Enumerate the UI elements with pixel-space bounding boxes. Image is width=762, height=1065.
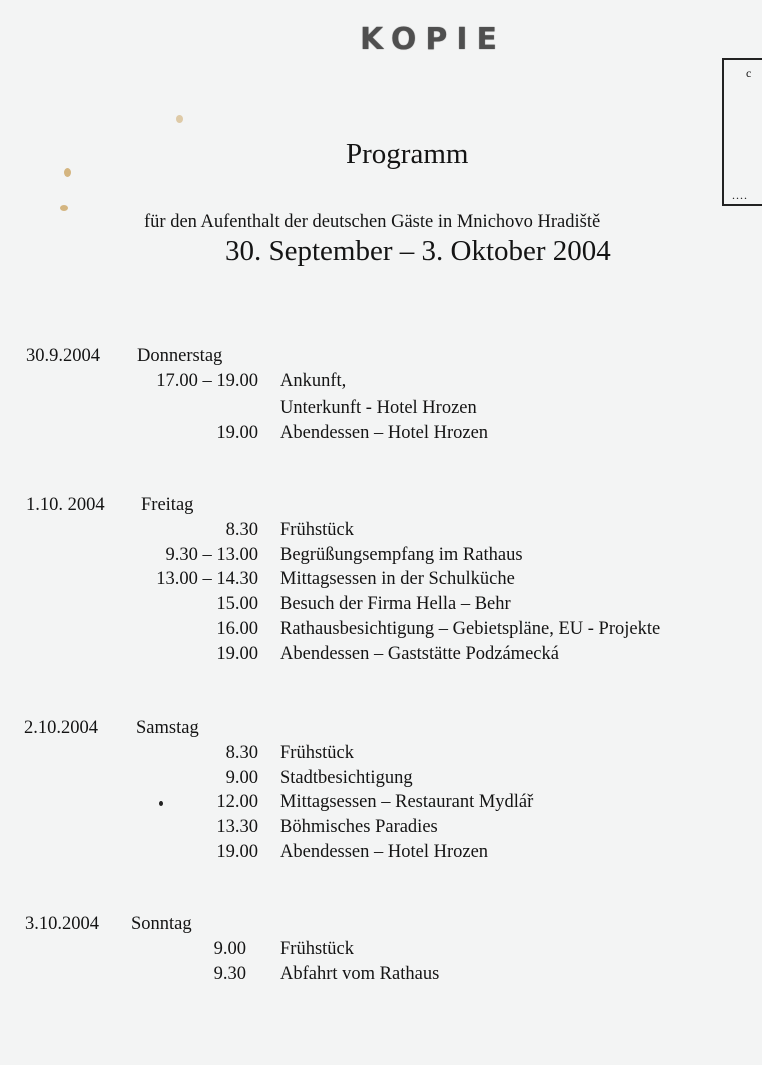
schedule-activity: Stadtbesichtigung bbox=[280, 768, 413, 788]
edge-box-dots: .... bbox=[732, 188, 748, 202]
schedule-row bbox=[0, 939, 750, 964]
schedule-time: 9.30 bbox=[213, 964, 246, 984]
schedule-row bbox=[0, 569, 750, 594]
schedule-activity: Frühstück bbox=[280, 743, 354, 763]
schedule-time: 9.30 – 13.00 bbox=[165, 545, 258, 565]
schedule-activity: Unterkunft - Hotel Hrozen bbox=[280, 398, 477, 418]
schedule-time: 8.30 bbox=[225, 520, 258, 540]
schedule-activity: Abendessen – Gaststätte Podzámecká bbox=[280, 644, 559, 664]
schedule-row bbox=[0, 545, 750, 570]
schedule-activity: Besuch der Firma Hella – Behr bbox=[280, 594, 511, 614]
schedule-time: 15.00 bbox=[216, 594, 258, 614]
schedule-activity: Mittagsessen – Restaurant Mydlář bbox=[280, 792, 534, 812]
schedule-time: 9.00 bbox=[225, 768, 258, 788]
schedule-time: 13.30 bbox=[216, 817, 258, 837]
schedule-row bbox=[0, 964, 750, 989]
schedule-row bbox=[0, 423, 750, 448]
schedule-time: 8.30 bbox=[225, 743, 258, 763]
day-weekday: Donnerstag bbox=[137, 346, 223, 366]
schedule-time: 19.00 bbox=[216, 644, 258, 664]
schedule-row bbox=[0, 371, 750, 396]
schedule-row bbox=[0, 817, 750, 842]
edge-box-mark: c bbox=[746, 66, 752, 80]
schedule-activity: Böhmisches Paradies bbox=[280, 817, 438, 837]
day-date: 30.9.2004 bbox=[26, 346, 100, 366]
paper-stain bbox=[64, 168, 71, 177]
kopie-stamp: KOPIE bbox=[360, 22, 507, 57]
day-date: 1.10. 2004 bbox=[26, 495, 105, 515]
day-date: 3.10.2004 bbox=[25, 914, 99, 934]
schedule-row bbox=[0, 792, 750, 817]
schedule-activity: Abfahrt vom Rathaus bbox=[280, 964, 440, 984]
schedule-activity: Rathausbesichtigung – Gebietspläne, EU - Projekte bbox=[280, 619, 661, 639]
paper-stain bbox=[176, 115, 183, 123]
schedule-activity: Frühstück bbox=[280, 520, 354, 540]
schedule-row bbox=[0, 619, 750, 644]
page-subtitle: für den Aufenthalt der deutschen Gäste in Mnichovo Hradiště bbox=[144, 212, 601, 232]
schedule-activity: Ankunft, bbox=[280, 371, 347, 391]
paper-stain bbox=[60, 205, 68, 211]
schedule-activity: Abendessen – Hotel Hrozen bbox=[280, 423, 489, 443]
schedule-row bbox=[0, 743, 750, 768]
schedule-time: 12.00 bbox=[216, 792, 258, 812]
day-weekday: Samstag bbox=[136, 718, 199, 738]
schedule-time: 16.00 bbox=[216, 619, 258, 639]
schedule-time: 9.00 bbox=[213, 939, 246, 959]
schedule-time: 17.00 – 19.00 bbox=[156, 371, 258, 391]
schedule-row bbox=[0, 842, 750, 867]
schedule-row bbox=[0, 520, 750, 545]
edge-box bbox=[722, 58, 762, 206]
schedule-row bbox=[0, 644, 750, 669]
schedule-activity: Mittagsessen in der Schulküche bbox=[280, 569, 515, 589]
schedule-time: 19.00 bbox=[216, 842, 258, 862]
schedule-activity: Frühstück bbox=[280, 939, 354, 959]
page-title: Programm bbox=[346, 138, 469, 170]
schedule-time: 13.00 – 14.30 bbox=[156, 569, 258, 589]
schedule-row bbox=[0, 594, 750, 619]
schedule-row bbox=[0, 768, 750, 793]
day-date: 2.10.2004 bbox=[24, 718, 98, 738]
day-weekday: Sonntag bbox=[131, 914, 192, 934]
schedule-activity: Abendessen – Hotel Hrozen bbox=[280, 842, 489, 862]
schedule-row bbox=[0, 398, 750, 423]
schedule-activity: Begrüßungsempfang im Rathaus bbox=[280, 545, 523, 565]
event-dates: 30. September – 3. Oktober 2004 bbox=[225, 235, 611, 267]
day-weekday: Freitag bbox=[141, 495, 194, 515]
schedule-time: 19.00 bbox=[216, 423, 258, 443]
